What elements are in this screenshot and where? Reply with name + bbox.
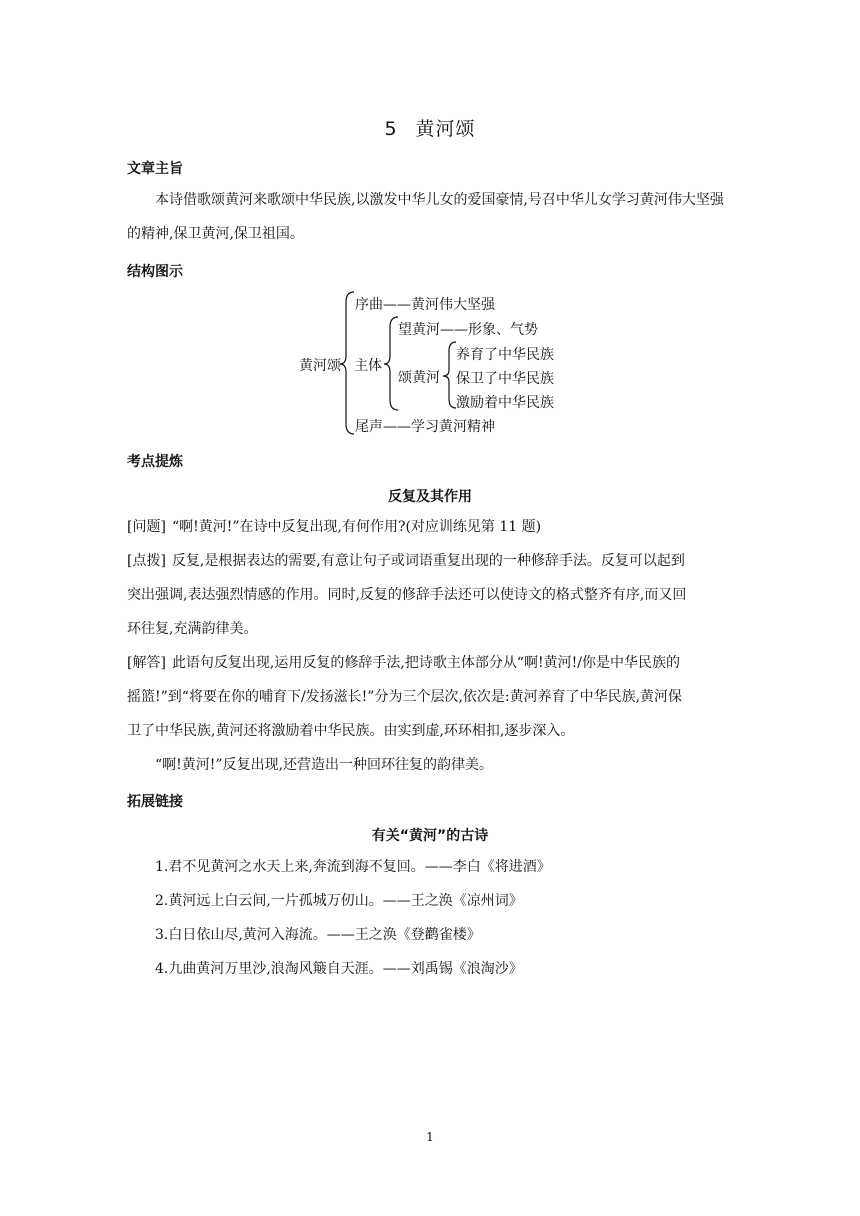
question-tag: [问题] — [127, 519, 166, 535]
question-paragraph — [127, 510, 731, 544]
question-text: “啊!黄河!”在诗中反复出现,有何作用?(对应训练见第 11 题) — [171, 519, 542, 535]
diagram-watch: 望黄河——形象、气势 — [398, 322, 538, 338]
points-subtitle: 反复及其作用 — [388, 489, 472, 505]
diagram-main: 主体 — [354, 358, 382, 374]
answer-line — [127, 646, 731, 680]
root-brace — [340, 292, 354, 434]
extension-subtitle: 有关“黄河”的古诗 — [371, 828, 489, 844]
poem-line: 1.君不见黄河之水天上来,奔流到海不复回。——李白《将进酒》 — [155, 859, 551, 875]
poem-line: 3.白日依山尽,黄河入海流。——王之涣《登鹳雀楼》 — [155, 927, 481, 943]
structure-heading: 结构图示 — [127, 264, 183, 280]
tip-tag: [点拨] — [127, 553, 166, 569]
answer-paragraph — [127, 646, 731, 748]
diagram-praise-item: 养育了中华民族 — [456, 347, 554, 363]
diagram-prelude: 序曲——黄河伟大坚强 — [355, 297, 495, 313]
tip-line: 突出强调,表达强烈情感的作用。同时,反复的修辞手法还可以使诗文的格式整齐有序,而又回 — [127, 587, 687, 603]
answer-line: 摇篮!”到“将要在你的哺育下/发扬滋长!”分为三个层次,依次是:黄河养育了中华民族,黄河保 — [127, 689, 683, 705]
tip-paragraph — [127, 544, 731, 646]
main-brace — [384, 317, 398, 410]
points-heading: 考点提炼 — [127, 454, 183, 470]
lesson-number: 5 — [384, 118, 398, 140]
answer-line: 卫了中华民族,黄河还将激励着中华民族。由实到虚,环环相扣,逐步深入。 — [127, 723, 575, 739]
page-number: 1 — [426, 1130, 434, 1144]
extension-heading: 拓展链接 — [127, 794, 183, 810]
diagram-ending: 尾声——学习黄河精神 — [355, 419, 495, 435]
tip-text: 反复,是根据表达的需要,有意让句子或词语重复出现的一种修辞手法。反复可以起到 — [171, 553, 685, 569]
tip-line — [127, 544, 731, 578]
diagram-praise-item: 激励着中华民族 — [456, 395, 554, 411]
theme-paragraph: 本诗借歌颂黄河来歌颂中华民族,以激发中华儿女的爱国豪情,号召中华儿女学习黄河伟大坚强的精神,保卫黄河,保卫祖国。 — [127, 192, 724, 242]
lesson-title: 黄河颂 — [415, 118, 476, 140]
diagram-root: 黄河颂 — [299, 358, 341, 374]
diagram-praise-item: 保卫了中华民族 — [456, 371, 554, 387]
answer-extra: “啊!黄河!”反复出现,还营造出一种回环往复的韵律美。 — [155, 757, 494, 773]
poem-line: 2.黄河远上白云间,一片孤城万仞山。——王之涣《凉州词》 — [155, 893, 523, 909]
diagram-praise: 颂黄河 — [398, 370, 440, 386]
theme-heading: 文章主旨 — [127, 161, 183, 177]
answer-text: 此语句反复出现,运用反复的修辞手法,把诗歌主体部分从“啊!黄河!/你是中华民族的 — [171, 655, 680, 671]
answer-tag: [解答] — [127, 655, 166, 671]
praise-brace — [443, 342, 456, 408]
tip-line: 环往复,充满韵律美。 — [127, 621, 258, 637]
poem-line: 4.九曲黄河万里沙,浪淘风簸自天涯。——刘禹锡《浪淘沙》 — [155, 961, 523, 977]
